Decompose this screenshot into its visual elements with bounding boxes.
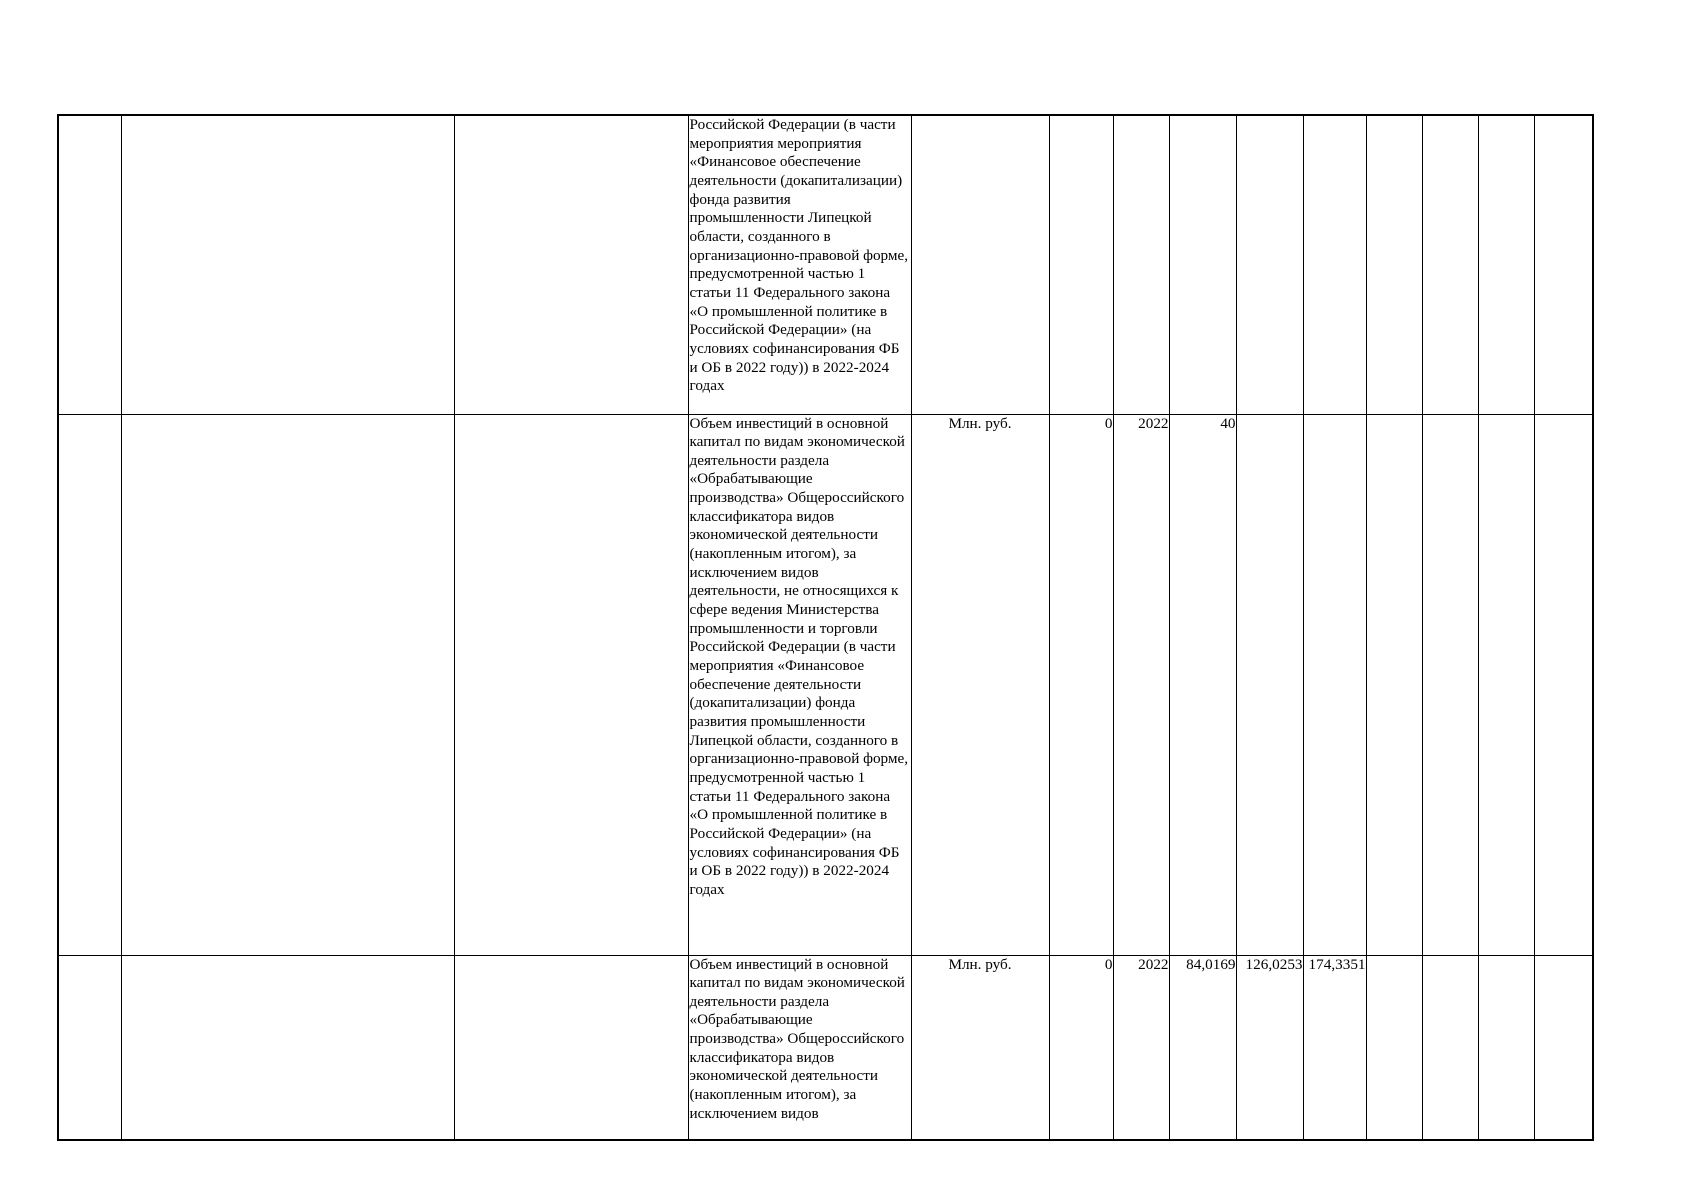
cell-empty: [1534, 955, 1593, 1140]
table-row: [58, 115, 1593, 414]
cell-empty: [1534, 115, 1593, 414]
cell-project: [454, 414, 688, 955]
cell-empty: [1478, 414, 1534, 955]
cell-unit: [911, 115, 1049, 414]
cell-empty: [1534, 414, 1593, 955]
cell-unit: Млн. руб.: [911, 414, 1049, 955]
cell-indicator: Объем инвестиций в основной капитал по видам экономической деятельности раздела «Обрабатывающие производства» Общероссийского классификатора видов экономической деятельности (накопленным итогом), за исключением видов: [688, 955, 911, 1140]
cell-base-value: [1049, 115, 1113, 414]
cell-value-2: [1236, 115, 1303, 414]
cell-empty: [1478, 115, 1534, 414]
cell-base-value: 0: [1049, 414, 1113, 955]
cell-base-value: 0: [1049, 955, 1113, 1140]
cell-value-3: [1303, 115, 1366, 414]
cell-number: [58, 955, 121, 1140]
indicators-table: [57, 114, 1594, 1141]
cell-value-1: [1169, 115, 1236, 414]
table-row: [58, 414, 1593, 955]
table-row: [58, 955, 1593, 1140]
cell-empty: [1422, 955, 1478, 1140]
cell-base-year: 2022: [1113, 414, 1169, 955]
cell-value-1: 40: [1169, 414, 1236, 955]
cell-task: [121, 115, 454, 414]
cell-empty: [1422, 115, 1478, 414]
cell-task: [121, 955, 454, 1140]
cell-base-year: [1113, 115, 1169, 414]
cell-value-1: 84,0169: [1169, 955, 1236, 1140]
cell-empty: [1422, 414, 1478, 955]
cell-number: [58, 414, 121, 955]
cell-empty: [1478, 955, 1534, 1140]
cell-task: [121, 414, 454, 955]
cell-indicator: Объем инвестиций в основной капитал по видам экономической деятельности раздела «Обрабатывающие производства» Общероссийского классификатора видов экономической деятельности (накопленным итогом), за исключением видов деятельности, не относящихся к сфере ведения Министерства промышленности и торговли Российской Федерации (в части мероприятия «Финансовое обеспечение деятельности (докапитализации) фонда развития промышленности Липецкой области, созданного в организационно-правовой форме, предусмотренной частью 1 статьи 11 Федерального закона «О промышленной политике в Российской Федерации» (на условиях софинансирования ФБ и ОБ в 2022 году)) в 2022-2024 годах: [688, 414, 911, 955]
cell-value-3: 174,3351: [1303, 955, 1366, 1140]
cell-unit: Млн. руб.: [911, 955, 1049, 1140]
cell-base-year: 2022: [1113, 955, 1169, 1140]
cell-value-3: [1303, 414, 1366, 955]
cell-project: [454, 115, 688, 414]
cell-indicator: Российской Федерации (в части мероприятия мероприятия «Финансовое обеспечение деятельности (докапитализации) фонда развития промышленности Липецкой области, созданного в организационно-правовой форме, предусмотренной частью 1 статьи 11 Федерального закона «О промышленной политике в Российской Федерации» (на условиях софинансирования ФБ и ОБ в 2022 году)) в 2022-2024 годах: [688, 115, 911, 414]
cell-empty: [1366, 115, 1422, 414]
cell-empty: [1366, 955, 1422, 1140]
cell-project: [454, 955, 688, 1140]
cell-empty: [1366, 414, 1422, 955]
cell-value-2: 126,0253: [1236, 955, 1303, 1140]
cell-value-2: [1236, 414, 1303, 955]
cell-number: [58, 115, 121, 414]
